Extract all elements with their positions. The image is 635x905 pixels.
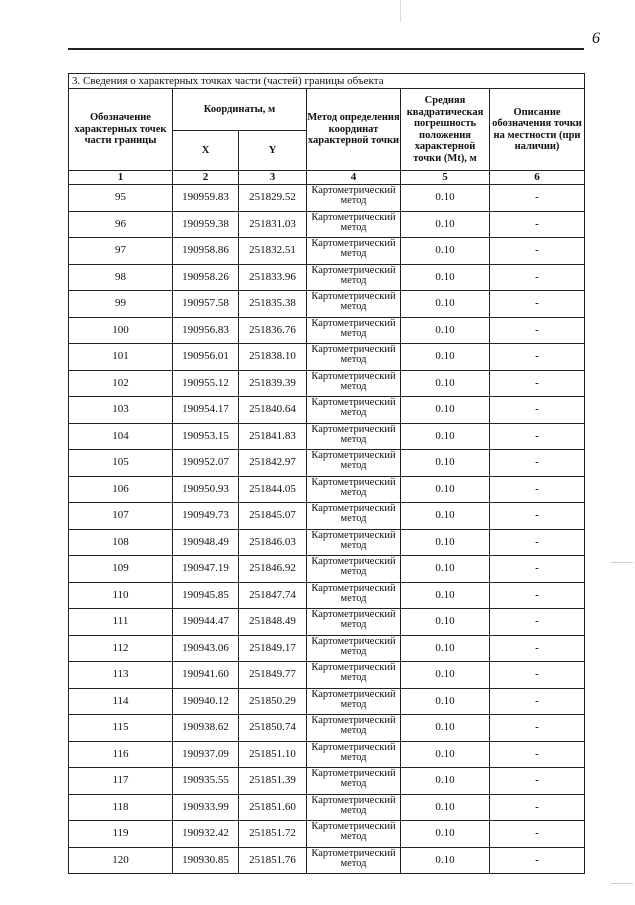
method-cell: Картометрический метод	[307, 794, 401, 821]
y-coordinate-cell: 251846.92	[239, 556, 307, 583]
accuracy-cell: 0.10	[401, 397, 490, 424]
description-cell: -	[490, 397, 585, 424]
column-number: 2	[173, 171, 239, 185]
column-number: 6	[490, 171, 585, 185]
y-coordinate-cell: 251836.76	[239, 317, 307, 344]
y-coordinate-cell: 251831.03	[239, 211, 307, 238]
y-coordinate-cell: 251849.17	[239, 635, 307, 662]
point-cell: 116	[69, 741, 173, 768]
scan-artifact	[400, 0, 401, 22]
header-point-designation: Обозначение характерных точек части границы	[69, 89, 173, 171]
accuracy-cell: 0.10	[401, 264, 490, 291]
x-coordinate-cell: 190943.06	[173, 635, 239, 662]
header-accuracy: Средняя квадратическая погрешность положения характерной точки (Mt), м	[401, 89, 490, 171]
description-cell: -	[490, 609, 585, 636]
accuracy-cell: 0.10	[401, 768, 490, 795]
table-row	[69, 370, 585, 397]
scan-artifact	[611, 883, 633, 884]
accuracy-cell: 0.10	[401, 423, 490, 450]
x-coordinate-cell: 190959.83	[173, 185, 239, 212]
table-row	[69, 529, 585, 556]
y-coordinate-cell: 251847.74	[239, 582, 307, 609]
method-cell: Картометрический метод	[307, 370, 401, 397]
method-cell: Картометрический метод	[307, 238, 401, 265]
method-cell: Картометрический метод	[307, 741, 401, 768]
description-cell: -	[490, 423, 585, 450]
column-number: 3	[239, 171, 307, 185]
y-coordinate-cell: 251850.74	[239, 715, 307, 742]
x-coordinate-cell: 190958.86	[173, 238, 239, 265]
x-coordinate-cell: 190957.58	[173, 291, 239, 318]
section-title: 3. Сведения о характерных точках части (частей) границы объекта	[69, 74, 585, 89]
table-row	[69, 582, 585, 609]
table-row	[69, 847, 585, 874]
header-y: Y	[239, 131, 307, 171]
description-cell: -	[490, 662, 585, 689]
method-cell: Картометрический метод	[307, 291, 401, 318]
method-cell: Картометрический метод	[307, 185, 401, 212]
accuracy-cell: 0.10	[401, 821, 490, 848]
point-cell: 114	[69, 688, 173, 715]
x-coordinate-cell: 190950.93	[173, 476, 239, 503]
y-coordinate-cell: 251838.10	[239, 344, 307, 371]
accuracy-cell: 0.10	[401, 529, 490, 556]
table-row	[69, 264, 585, 291]
description-cell: -	[490, 688, 585, 715]
x-coordinate-cell: 190930.85	[173, 847, 239, 874]
table-row	[69, 609, 585, 636]
x-coordinate-cell: 190941.60	[173, 662, 239, 689]
point-cell: 112	[69, 635, 173, 662]
method-cell: Картометрический метод	[307, 344, 401, 371]
scan-artifact	[611, 562, 633, 563]
description-cell: -	[490, 741, 585, 768]
accuracy-cell: 0.10	[401, 503, 490, 530]
header-coordinates: Координаты, м	[173, 89, 307, 131]
point-cell: 120	[69, 847, 173, 874]
accuracy-cell: 0.10	[401, 291, 490, 318]
point-cell: 98	[69, 264, 173, 291]
y-coordinate-cell: 251850.29	[239, 688, 307, 715]
description-cell: -	[490, 238, 585, 265]
point-cell: 105	[69, 450, 173, 477]
top-rule	[68, 48, 584, 50]
page-number: 6	[592, 30, 600, 47]
point-cell: 99	[69, 291, 173, 318]
description-cell: -	[490, 821, 585, 848]
description-cell: -	[490, 185, 585, 212]
y-coordinate-cell: 251848.49	[239, 609, 307, 636]
x-coordinate-cell: 190959.38	[173, 211, 239, 238]
table-row	[69, 450, 585, 477]
accuracy-cell: 0.10	[401, 317, 490, 344]
table-row	[69, 503, 585, 530]
table-row	[69, 317, 585, 344]
method-cell: Картометрический метод	[307, 529, 401, 556]
method-cell: Картометрический метод	[307, 264, 401, 291]
table-row	[69, 768, 585, 795]
x-coordinate-cell: 190956.83	[173, 317, 239, 344]
y-coordinate-cell: 251851.10	[239, 741, 307, 768]
column-number: 1	[69, 171, 173, 185]
point-cell: 107	[69, 503, 173, 530]
method-cell: Картометрический метод	[307, 397, 401, 424]
accuracy-cell: 0.10	[401, 688, 490, 715]
x-coordinate-cell: 190947.19	[173, 556, 239, 583]
header-description: Описание обозначения точки на местности (при наличии)	[490, 89, 585, 171]
y-coordinate-cell: 251829.52	[239, 185, 307, 212]
method-cell: Картометрический метод	[307, 211, 401, 238]
table-row	[69, 821, 585, 848]
method-cell: Картометрический метод	[307, 821, 401, 848]
description-cell: -	[490, 715, 585, 742]
point-cell: 102	[69, 370, 173, 397]
x-coordinate-cell: 190933.99	[173, 794, 239, 821]
description-cell: -	[490, 529, 585, 556]
description-cell: -	[490, 556, 585, 583]
y-coordinate-cell: 251844.05	[239, 476, 307, 503]
table-row	[69, 423, 585, 450]
method-cell: Картометрический метод	[307, 662, 401, 689]
point-cell: 109	[69, 556, 173, 583]
point-cell: 115	[69, 715, 173, 742]
x-coordinate-cell: 190956.01	[173, 344, 239, 371]
description-cell: -	[490, 450, 585, 477]
x-coordinate-cell: 190949.73	[173, 503, 239, 530]
method-cell: Картометрический метод	[307, 715, 401, 742]
table-row	[69, 715, 585, 742]
point-cell: 119	[69, 821, 173, 848]
accuracy-cell: 0.10	[401, 635, 490, 662]
point-cell: 101	[69, 344, 173, 371]
x-coordinate-cell: 190953.15	[173, 423, 239, 450]
y-coordinate-cell: 251845.07	[239, 503, 307, 530]
x-coordinate-cell: 190948.49	[173, 529, 239, 556]
description-cell: -	[490, 211, 585, 238]
x-coordinate-cell: 190938.62	[173, 715, 239, 742]
table-row	[69, 662, 585, 689]
x-coordinate-cell: 190945.85	[173, 582, 239, 609]
accuracy-cell: 0.10	[401, 741, 490, 768]
description-cell: -	[490, 344, 585, 371]
y-coordinate-cell: 251835.38	[239, 291, 307, 318]
table-row	[69, 476, 585, 503]
description-cell: -	[490, 768, 585, 795]
point-cell: 111	[69, 609, 173, 636]
method-cell: Картометрический метод	[307, 556, 401, 583]
table-row	[69, 741, 585, 768]
table-row	[69, 397, 585, 424]
description-cell: -	[490, 264, 585, 291]
x-coordinate-cell: 190932.42	[173, 821, 239, 848]
x-coordinate-cell: 190958.26	[173, 264, 239, 291]
y-coordinate-cell: 251849.77	[239, 662, 307, 689]
y-coordinate-cell: 251851.72	[239, 821, 307, 848]
y-coordinate-cell: 251833.96	[239, 264, 307, 291]
description-cell: -	[490, 503, 585, 530]
accuracy-cell: 0.10	[401, 238, 490, 265]
header-x: X	[173, 131, 239, 171]
description-cell: -	[490, 370, 585, 397]
column-number-row	[69, 171, 585, 185]
table-row	[69, 185, 585, 212]
x-coordinate-cell: 190935.55	[173, 768, 239, 795]
point-cell: 106	[69, 476, 173, 503]
method-cell: Картометрический метод	[307, 688, 401, 715]
point-cell: 96	[69, 211, 173, 238]
point-cell: 97	[69, 238, 173, 265]
point-cell: 108	[69, 529, 173, 556]
table-row	[69, 344, 585, 371]
accuracy-cell: 0.10	[401, 847, 490, 874]
table-row	[69, 238, 585, 265]
y-coordinate-cell: 251851.60	[239, 794, 307, 821]
point-cell: 95	[69, 185, 173, 212]
table-row	[69, 291, 585, 318]
method-cell: Картометрический метод	[307, 847, 401, 874]
x-coordinate-cell: 190944.47	[173, 609, 239, 636]
x-coordinate-cell: 190940.12	[173, 688, 239, 715]
y-coordinate-cell: 251839.39	[239, 370, 307, 397]
method-cell: Картометрический метод	[307, 609, 401, 636]
method-cell: Картометрический метод	[307, 476, 401, 503]
table-row	[69, 794, 585, 821]
description-cell: -	[490, 847, 585, 874]
point-cell: 118	[69, 794, 173, 821]
y-coordinate-cell: 251832.51	[239, 238, 307, 265]
method-cell: Картометрический метод	[307, 635, 401, 662]
accuracy-cell: 0.10	[401, 794, 490, 821]
method-cell: Картометрический метод	[307, 317, 401, 344]
description-cell: -	[490, 635, 585, 662]
method-cell: Картометрический метод	[307, 582, 401, 609]
method-cell: Картометрический метод	[307, 450, 401, 477]
point-cell: 113	[69, 662, 173, 689]
accuracy-cell: 0.10	[401, 715, 490, 742]
point-cell: 110	[69, 582, 173, 609]
method-cell: Картометрический метод	[307, 503, 401, 530]
accuracy-cell: 0.10	[401, 556, 490, 583]
accuracy-cell: 0.10	[401, 582, 490, 609]
description-cell: -	[490, 317, 585, 344]
y-coordinate-cell: 251851.76	[239, 847, 307, 874]
accuracy-cell: 0.10	[401, 476, 490, 503]
table-row	[69, 211, 585, 238]
accuracy-cell: 0.10	[401, 662, 490, 689]
boundary-points-table	[68, 73, 585, 874]
accuracy-cell: 0.10	[401, 609, 490, 636]
method-cell: Картометрический метод	[307, 423, 401, 450]
accuracy-cell: 0.10	[401, 211, 490, 238]
point-cell: 104	[69, 423, 173, 450]
table-row	[69, 635, 585, 662]
x-coordinate-cell: 190937.09	[173, 741, 239, 768]
point-cell: 117	[69, 768, 173, 795]
accuracy-cell: 0.10	[401, 450, 490, 477]
column-number: 5	[401, 171, 490, 185]
point-cell: 103	[69, 397, 173, 424]
x-coordinate-cell: 190955.12	[173, 370, 239, 397]
description-cell: -	[490, 476, 585, 503]
accuracy-cell: 0.10	[401, 370, 490, 397]
y-coordinate-cell: 251840.64	[239, 397, 307, 424]
description-cell: -	[490, 291, 585, 318]
y-coordinate-cell: 251841.83	[239, 423, 307, 450]
column-number: 4	[307, 171, 401, 185]
y-coordinate-cell: 251842.97	[239, 450, 307, 477]
method-cell: Картометрический метод	[307, 768, 401, 795]
header-method: Метод определения координат характерной точки	[307, 89, 401, 171]
y-coordinate-cell: 251846.03	[239, 529, 307, 556]
x-coordinate-cell: 190954.17	[173, 397, 239, 424]
table-row	[69, 688, 585, 715]
x-coordinate-cell: 190952.07	[173, 450, 239, 477]
point-cell: 100	[69, 317, 173, 344]
accuracy-cell: 0.10	[401, 185, 490, 212]
description-cell: -	[490, 582, 585, 609]
table-row	[69, 556, 585, 583]
accuracy-cell: 0.10	[401, 344, 490, 371]
y-coordinate-cell: 251851.39	[239, 768, 307, 795]
description-cell: -	[490, 794, 585, 821]
